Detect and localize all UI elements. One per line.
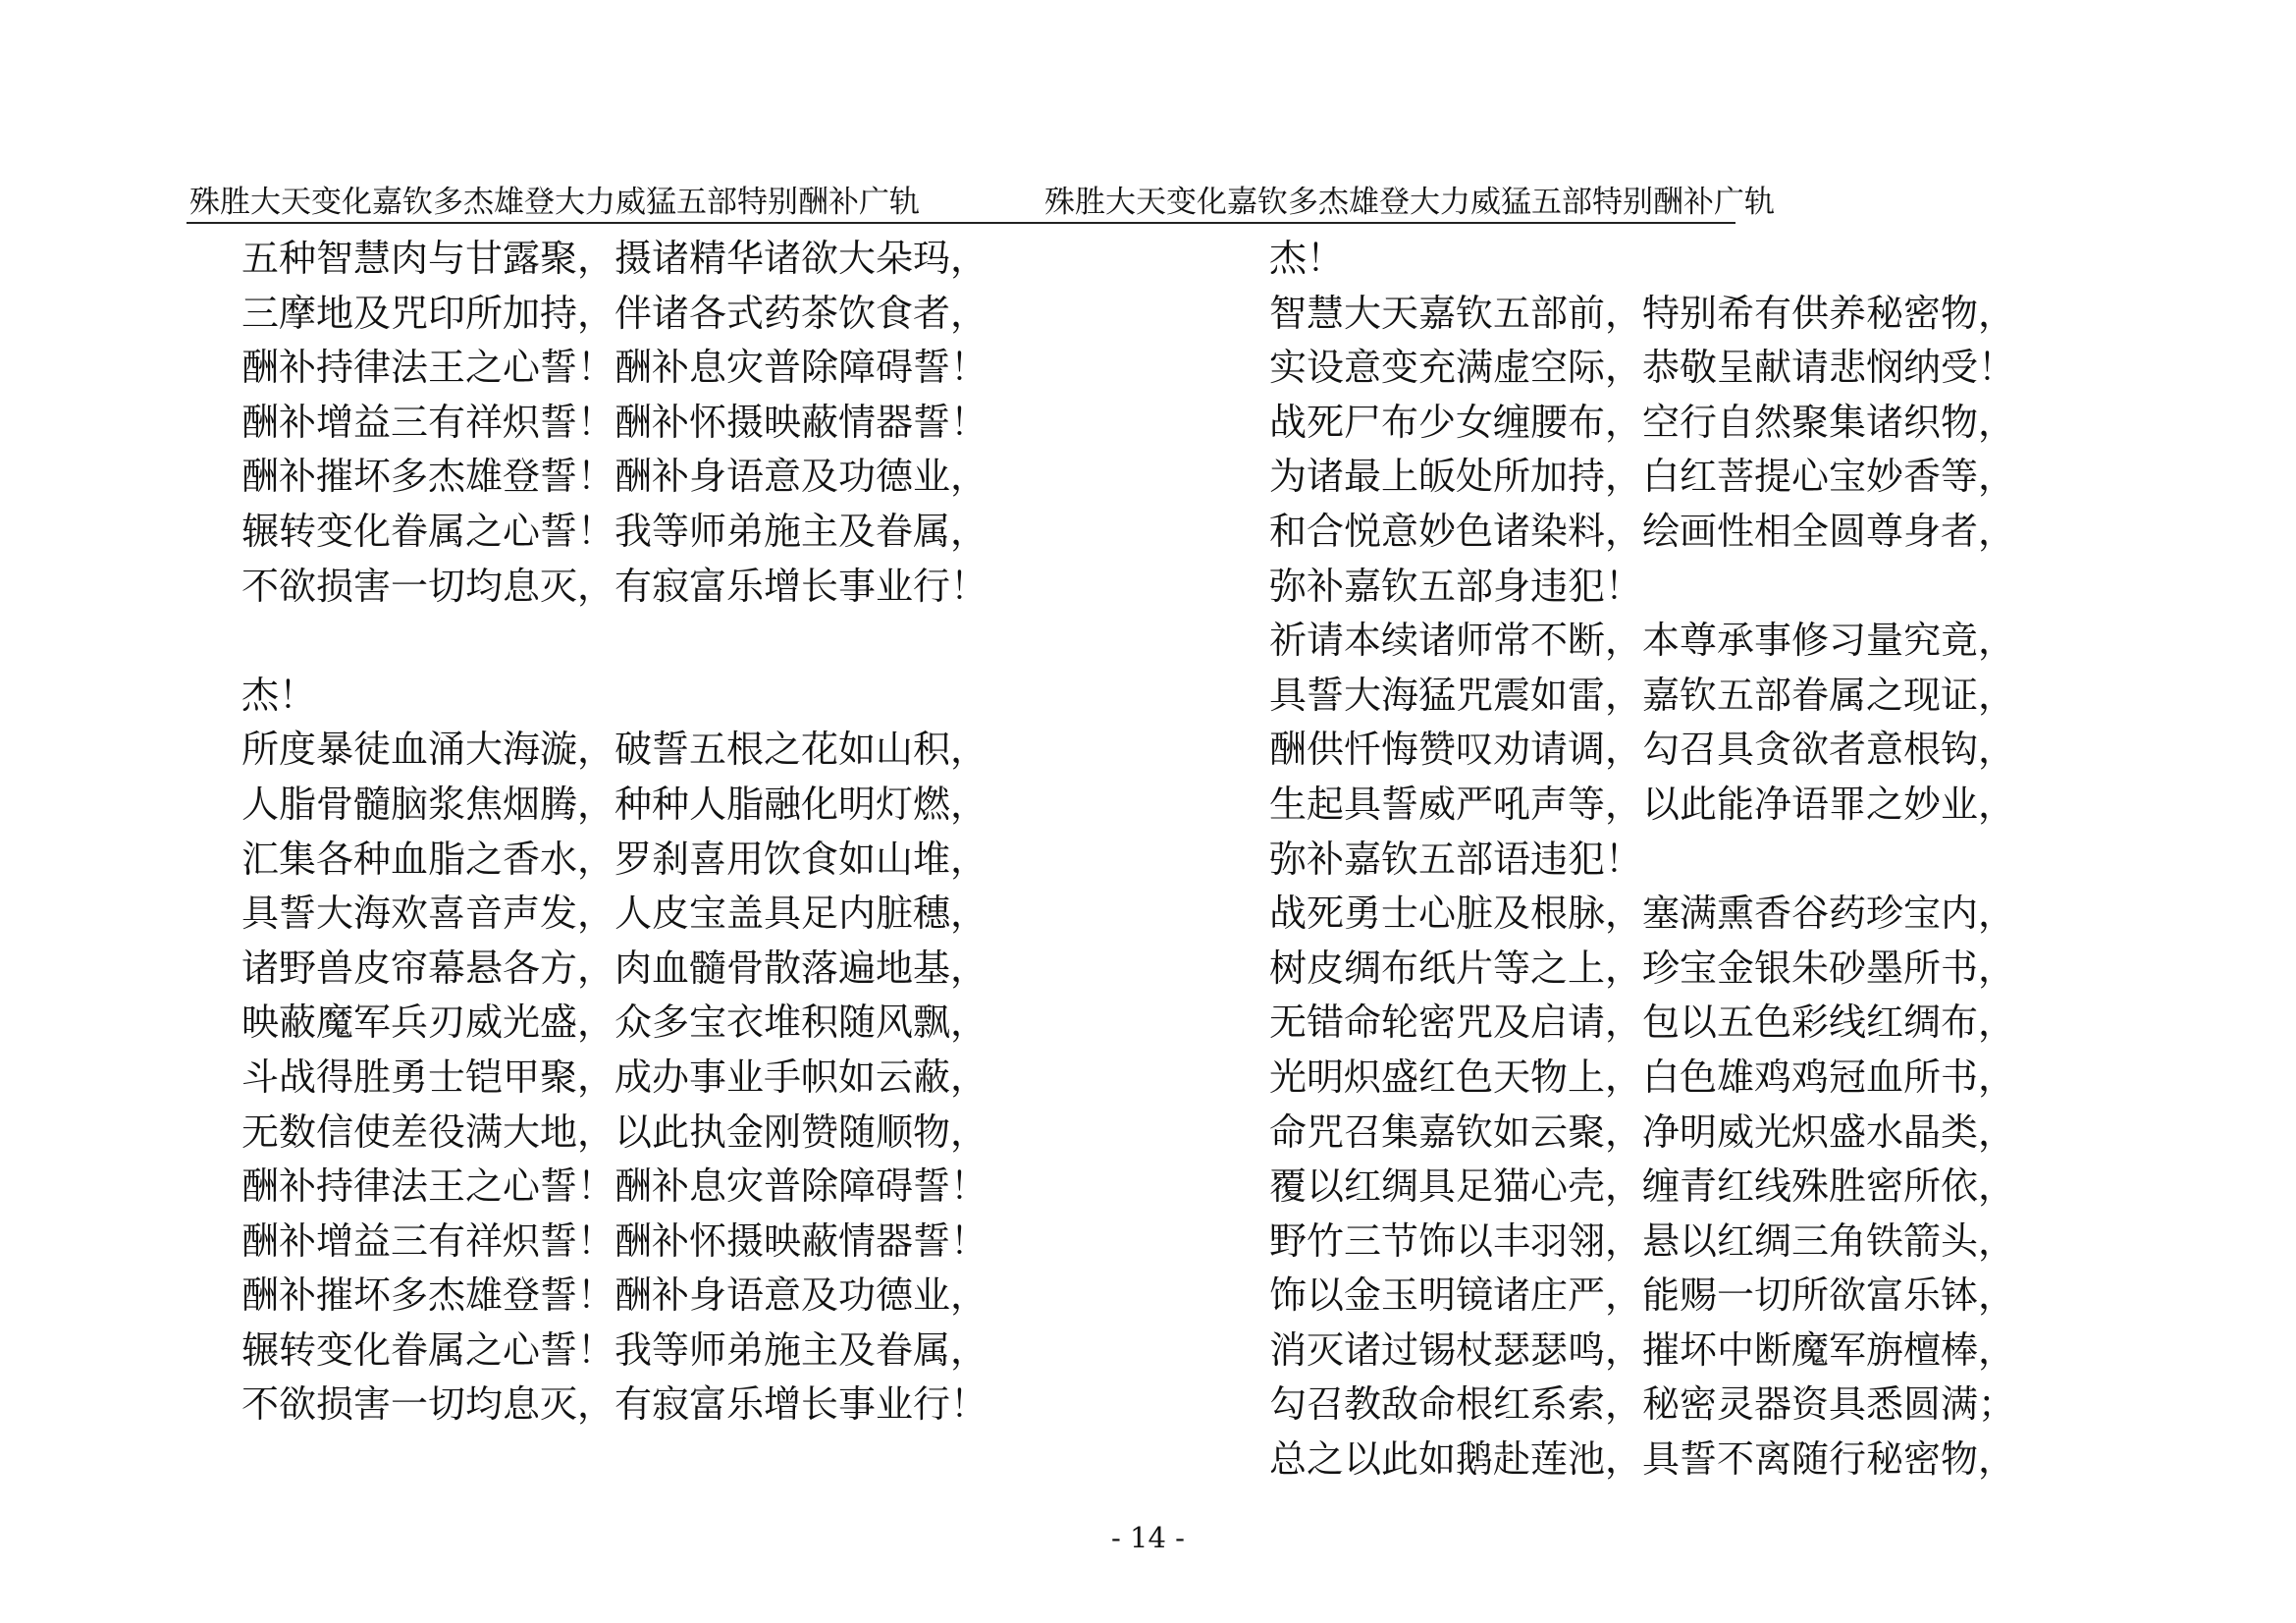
verse-line: 勾召教敌命根红系索，秘密灵器资具悉圆满； bbox=[1269, 1382, 2016, 1427]
verse-line: 酬补增益三有祥炽誓！酬补怀摄映蔽情器誓！ bbox=[241, 1218, 988, 1263]
running-header-right: 殊胜大天变化嘉钦多杰雄登大力威猛五部特别酬补广轨 bbox=[1044, 185, 1775, 220]
verse-line: 酬补摧坏多杰雄登誓！酬补身语意及功德业， bbox=[241, 1273, 988, 1318]
verse-line: 祈请本续诸师常不断，本尊承事修习量究竟， bbox=[1269, 619, 2016, 663]
verse-line: 战死勇士心脏及根脉，塞满熏香谷药珍宝内， bbox=[1269, 892, 2016, 936]
verse-line: 酬补持律法王之心誓！酬补息灾普除障碍誓！ bbox=[241, 346, 988, 390]
verse-line: 三摩地及咒印所加持，伴诸各式药茶饮食者， bbox=[241, 291, 988, 335]
verse-line: 不欲损害一切均息灭，有寂富乐增长事业行！ bbox=[241, 564, 988, 608]
left-text-column bbox=[241, 232, 1027, 1433]
verse-line: 实设意变充满虚空际，恭敬呈献请悲悯纳受！ bbox=[1269, 346, 2016, 390]
verse-line bbox=[241, 614, 1027, 669]
verse-line: 辗转变化眷属之心誓！我等师弟施主及眷属， bbox=[241, 509, 988, 553]
header-rule bbox=[187, 222, 1735, 224]
running-header-left: 殊胜大天变化嘉钦多杰雄登大力威猛五部特别酬补广轨 bbox=[189, 185, 920, 220]
verse-line: 所度暴徒血涌大海漩，破誓五根之花如山积， bbox=[241, 728, 988, 772]
verse-line: 辗转变化眷属之心誓！我等师弟施主及眷属， bbox=[241, 1327, 988, 1372]
verse-line: 命咒召集嘉钦如云聚，净明威光炽盛水晶类， bbox=[1269, 1109, 2016, 1154]
verse-line: 无错命轮密咒及启请，包以五色彩线红绸布， bbox=[1269, 1001, 2016, 1045]
verse-line: 光明炽盛红色天物上，白色雄鸡鸡冠血所书， bbox=[1269, 1055, 2016, 1099]
verse-line: 酬补增益三有祥炽誓！酬补怀摄映蔽情器誓！ bbox=[241, 400, 988, 444]
verse-line: 野竹三节饰以丰羽翎，悬以红绸三角铁箭头， bbox=[1269, 1218, 2016, 1263]
verse-line: 智慧大天嘉钦五部前，特别希有供养秘密物， bbox=[1269, 291, 2016, 335]
verse-line: 覆以红绸具足猫心壳，缠青红线殊胜密所依， bbox=[1269, 1164, 2016, 1209]
verse-line: 斗战得胜勇士铠甲聚，成办事业手帜如云蔽， bbox=[241, 1055, 988, 1099]
verse-line: 酬供忏悔赞叹劝请调，勾召具贪欲者意根钩， bbox=[1269, 728, 2016, 772]
verse-line: 人脂骨髓脑浆焦烟腾，种种人脂融化明灯燃， bbox=[241, 782, 988, 826]
verse-line: 弥补嘉钦五部语违犯！ bbox=[1269, 837, 1643, 881]
verse-line: 杰！ bbox=[241, 673, 317, 717]
verse-line: 不欲损害一切均息灭，有寂富乐增长事业行！ bbox=[241, 1382, 988, 1427]
verse-line: 弥补嘉钦五部身违犯！ bbox=[1269, 564, 1643, 608]
verse-line: 战死尸布少女缠腰布，空行自然聚集诸织物， bbox=[1269, 400, 2016, 444]
verse-line: 诸野兽皮帘幕悬各方，肉血髓骨散落遍地基， bbox=[241, 946, 988, 990]
verse-line: 酬补持律法王之心誓！酬补息灾普除障碍誓！ bbox=[241, 1164, 988, 1209]
verse-line: 具誓大海欢喜音声发，人皮宝盖具足内脏穗， bbox=[241, 892, 988, 936]
verse-line: 映蔽魔军兵刃威光盛，众多宝衣堆积随风飘， bbox=[241, 1001, 988, 1045]
verse-line: 生起具誓威严吼声等，以此能净语罪之妙业， bbox=[1269, 782, 2016, 826]
verse-line: 树皮绸布纸片等之上，珍宝金银朱砂墨所书， bbox=[1269, 946, 2016, 990]
right-text-column bbox=[1269, 232, 2055, 1488]
verse-line: 消灭诸过锡杖瑟瑟鸣，摧坏中断魔军旃檀棒， bbox=[1269, 1327, 2016, 1372]
verse-line: 五种智慧肉与甘露聚，摄诸精华诸欲大朵玛， bbox=[241, 237, 988, 280]
verse-line: 汇集各种血脂之香水，罗刹喜用饮食如山堆， bbox=[241, 837, 988, 881]
verse-line: 总之以此如鹅赴莲池，具誓不离随行秘密物， bbox=[1269, 1437, 2016, 1482]
verse-line: 酬补摧坏多杰雄登誓！酬补身语意及功德业， bbox=[241, 455, 988, 499]
verse-line: 和合悦意妙色诸染料，绘画性相全圆尊身者， bbox=[1269, 509, 2016, 553]
verse-line: 杰！ bbox=[1269, 237, 1345, 280]
page-number: - 14 - bbox=[1111, 1521, 1185, 1554]
verse-line: 具誓大海猛咒震如雷，嘉钦五部眷属之现证， bbox=[1269, 673, 2016, 717]
verse-line: 饰以金玉明镜诸庄严，能赐一切所欲富乐钵， bbox=[1269, 1273, 2016, 1318]
verse-line: 无数信使差役满大地，以此执金刚赞随顺物， bbox=[241, 1109, 988, 1154]
verse-line: 为诸最上皈处所加持，白红菩提心宝妙香等， bbox=[1269, 455, 2016, 499]
